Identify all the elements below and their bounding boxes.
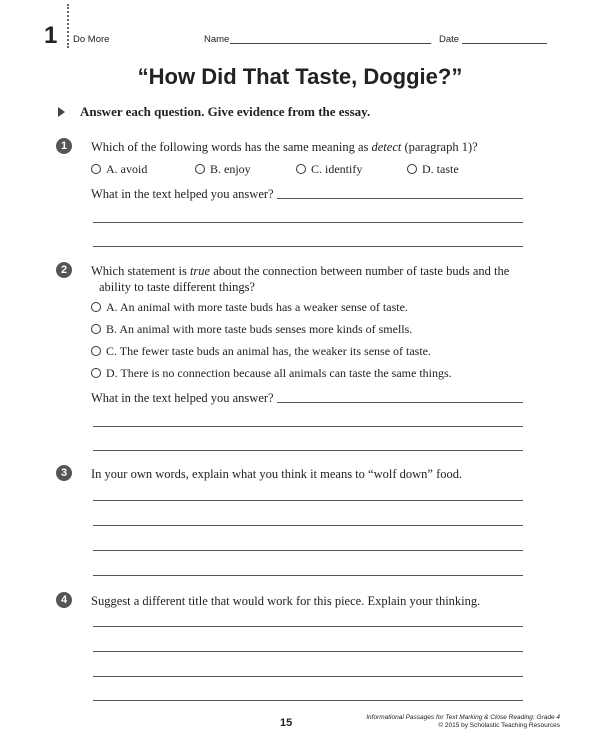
instructions: Answer each question. Give evidence from the essay.	[80, 104, 371, 119]
question-1-text: Which of the following words has the same meaning as detect (paragraph 1)?	[91, 140, 478, 154]
q1-evidence-prompt: What in the text helped you answer?	[91, 187, 274, 201]
question-4-text: Suggest a different title that would work for this piece. Explain your thinking.	[91, 594, 481, 608]
radio-button[interactable]	[296, 164, 306, 174]
q1-option-c[interactable]: C. identify	[296, 162, 362, 177]
page-title: “How Did That Taste, Doggie?”	[137, 64, 463, 89]
q2-option-d[interactable]: D. There is no connection because all animals can taste the same things.	[91, 366, 452, 381]
answer-line[interactable]	[93, 676, 523, 677]
question-number-2: 2	[56, 262, 72, 278]
answer-line[interactable]	[93, 575, 523, 576]
radio-button[interactable]	[407, 164, 417, 174]
q2-option-c[interactable]: C. The fewer taste buds an animal has, the weaker its sense of taste.	[91, 344, 431, 359]
answer-line[interactable]	[93, 700, 523, 701]
answer-line[interactable]	[93, 525, 523, 526]
answer-line[interactable]	[93, 426, 523, 427]
date-field[interactable]	[462, 43, 547, 44]
answer-line[interactable]	[93, 450, 523, 451]
q2-option-b[interactable]: B. An animal with more taste buds senses more kinds of smells.	[91, 322, 412, 337]
radio-button[interactable]	[195, 164, 205, 174]
header-divider	[67, 4, 69, 48]
q1-option-d[interactable]: D. taste	[407, 162, 459, 177]
question-2-text-line2: ability to taste different things?	[99, 280, 255, 294]
arrow-icon	[58, 107, 65, 117]
radio-button[interactable]	[91, 302, 101, 312]
question-number-1: 1	[56, 138, 72, 154]
name-field[interactable]	[230, 43, 431, 44]
unit-number: 1	[44, 22, 58, 49]
radio-button[interactable]	[91, 346, 101, 356]
answer-line[interactable]	[93, 500, 523, 501]
q2-evidence-line[interactable]	[277, 402, 523, 403]
question-number-3: 3	[56, 465, 72, 481]
q2-evidence-prompt: What in the text helped you answer?	[91, 391, 274, 405]
answer-line[interactable]	[93, 550, 523, 551]
q2-option-a[interactable]: A. An animal with more taste buds has a weaker sense of taste.	[91, 300, 408, 315]
q1-option-b[interactable]: B. enjoy	[195, 162, 251, 177]
answer-line[interactable]	[93, 626, 523, 627]
radio-button[interactable]	[91, 164, 101, 174]
date-label: Date	[439, 34, 460, 45]
question-2-text: Which statement is true about the connection between number of taste buds and the	[91, 264, 510, 278]
section-label: Do More	[73, 34, 110, 45]
name-label: Name	[204, 34, 230, 45]
radio-button[interactable]	[91, 368, 101, 378]
answer-line[interactable]	[93, 246, 523, 247]
question-number-4: 4	[56, 592, 72, 608]
footer-credit-title: Informational Passages for Text Marking & Close Reading: Grade 4	[366, 714, 560, 721]
page-number: 15	[280, 717, 293, 729]
footer-copyright: © 2015 by Scholastic Teaching Resources	[438, 722, 560, 729]
answer-line[interactable]	[93, 222, 523, 223]
answer-line[interactable]	[93, 651, 523, 652]
q1-option-a[interactable]: A. avoid	[91, 162, 147, 177]
q1-evidence-line[interactable]	[277, 198, 523, 199]
radio-button[interactable]	[91, 324, 101, 334]
question-3-text: In your own words, explain what you think it means to “wolf down” food.	[91, 467, 463, 481]
